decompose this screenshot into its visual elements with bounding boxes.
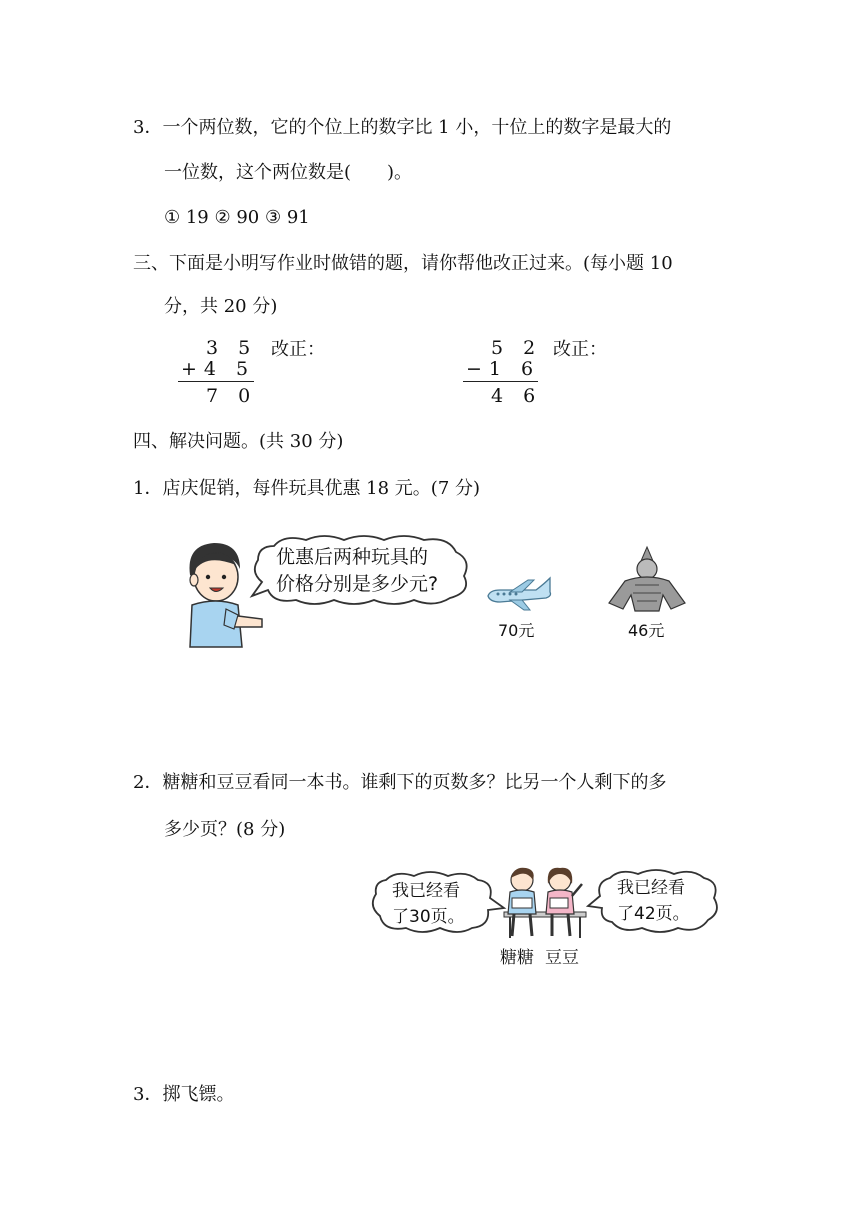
q3-line1: 3．一个两位数，它的个位上的数字比 1 小，十位上的数字是最大的 [133,117,672,138]
calc2-result: 4 6 [491,385,543,407]
calc1-rule [178,381,254,382]
section3-title-line2: 分，共 20 分) [164,296,278,317]
problem2-line2: 多少页？(8 分) [164,819,286,840]
calc2-correct-label: 改正： [553,339,607,360]
problem2-line1: 2．糖糖和豆豆看同一本书。谁剩下的页数多？比另一个人剩下的多 [133,772,667,793]
q3-line2: 一位数，这个两位数是( )。 [164,162,413,183]
left-bubble-line2: 了30页。 [392,907,465,927]
section4-title: 四、解决问题。(共 30 分) [133,431,344,452]
right-bubble-line2: 了42页。 [617,904,690,924]
calc1-operand-a: 3 5 [206,337,258,359]
calc1-result: 7 0 [206,385,258,407]
q3-options: ① 19 ② 90 ③ 91 [164,207,310,228]
airplane-price: 70元 [498,621,535,640]
robot-price: 46元 [628,621,665,640]
calc2-operand-a: 5 2 [491,337,543,359]
calc2-rule [463,381,538,382]
speech-bubble-cloud [244,532,474,608]
left-bubble-line1: 我已经看 [392,881,460,901]
calc1-correct-label: 改正： [271,339,325,360]
toy-robot-icon [605,545,689,615]
name-tangtang: 糖糖 [500,948,534,968]
bubble-line2: 价格分别是多少元? [276,573,439,595]
problem3-text: 3．掷飞镖。 [133,1084,235,1105]
section3-title-line1: 三、下面是小明写作业时做错的题，请你帮他改正过来。(每小题 10 [133,253,673,274]
right-bubble-line1: 我已经看 [617,878,685,898]
right-speech-bubble [586,866,722,936]
bubble-line1: 优惠后两种玩具的 [276,546,429,568]
calc1-operand-b: +4 5 [181,358,256,380]
problem1-text: 1．店庆促销，每件玩具优惠 18 元。(7 分) [133,478,481,499]
calc2-operand-b: −1 6 [466,358,541,380]
children-on-bench-illustration [498,866,594,946]
name-doudou: 豆豆 [545,948,579,968]
toy-airplane-icon [484,574,554,614]
